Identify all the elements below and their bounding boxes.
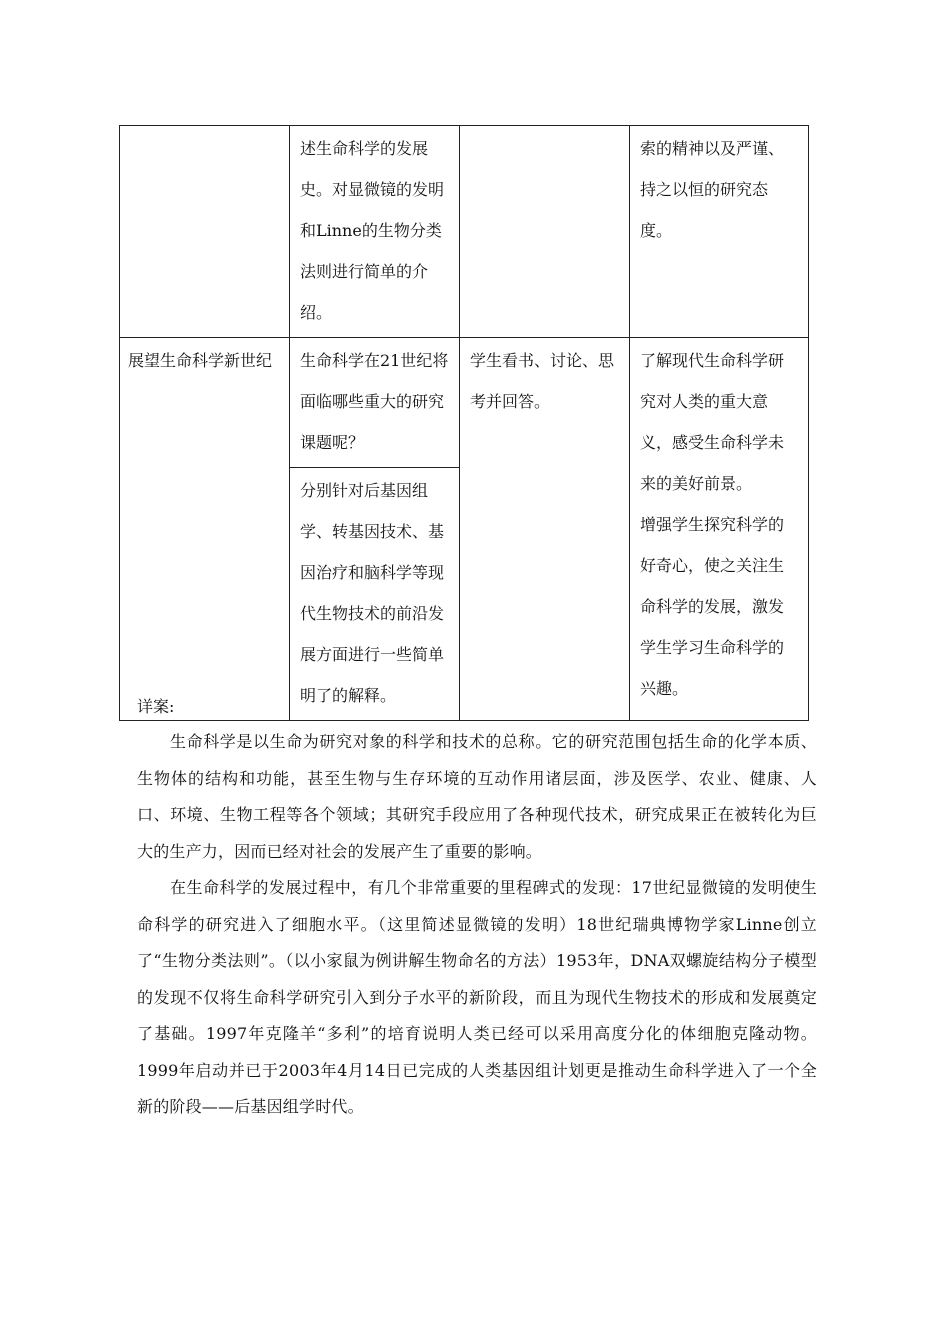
lesson-plan-table: [119, 125, 809, 721]
activity-cell: 学生看书、讨论、思考并回答。: [460, 338, 630, 721]
table-row: [120, 126, 809, 338]
goal-text-1: 了解现代生命科学研究对人类的重大意义，感受生命科学未来的美好前景。: [640, 351, 785, 493]
section-label: 详案:: [137, 697, 175, 716]
goal-text-2: 增强学生探究科学的好奇心，使之关注生命科学的发展，激发学生学习生命科学的兴趣。: [640, 515, 785, 698]
paragraph: 生命科学是以生命为研究对象的科学和技术的总称。它的研究范围包括生命的化学本质、生物体的结构和功能，甚至生物与生存环境的互动作用诸层面，涉及医学、农业、健康、人口、环境、生物工程等各个领域；其研究手段应用了各种现代技术，研究成果正在被转化为巨大的生产力，因而已经对社会的发展产生了重要的影响。: [137, 732, 817, 861]
activity-cell: [460, 126, 630, 338]
table-row: [120, 338, 809, 468]
goal-cell: 索的精神以及严谨、持之以恒的研究态度。: [630, 126, 809, 338]
stage-cell: 展望生命科学新世纪: [120, 338, 290, 721]
content-cell: 生命科学在21世纪将面临哪些重大的研究课题呢？: [290, 338, 460, 468]
goal-cell: [630, 338, 809, 721]
content-cell: 分别针对后基因组学、转基因技术、基因治疗和脑科学等现代生物技术的前沿发展方面进行一些简单明了的解释。: [290, 468, 460, 721]
content-cell: 述生命科学的发展史。对显微镜的发明和Linne的生物分类法则进行简单的介绍。: [290, 126, 460, 338]
detailed-plan-section: [137, 690, 817, 1126]
paragraph: 在生命科学的发展过程中，有几个非常重要的里程碑式的发现：17世纪显微镜的发明使生命科学的研究进入了细胞水平。（这里简述显微镜的发明）18世纪瑞典博物学家Linne创立了“生物分类法则”。（以小家鼠为例讲解生物命名的方法）1953年，DNA双螺旋结构分子模型的发现不仅将生命科学研究引入到分子水平的新阶段，而且为现代生物技术的形成和发展奠定了基础。1997年克隆羊“多利”的培育说明人类已经可以采用高度分化的体细胞克隆动物。1999年启动并已于2003年4月14日已完成的人类基因组计划更是推动生命科学进入了一个全新的阶段——后基因组学时代。: [137, 878, 817, 1116]
stage-cell: [120, 126, 290, 338]
